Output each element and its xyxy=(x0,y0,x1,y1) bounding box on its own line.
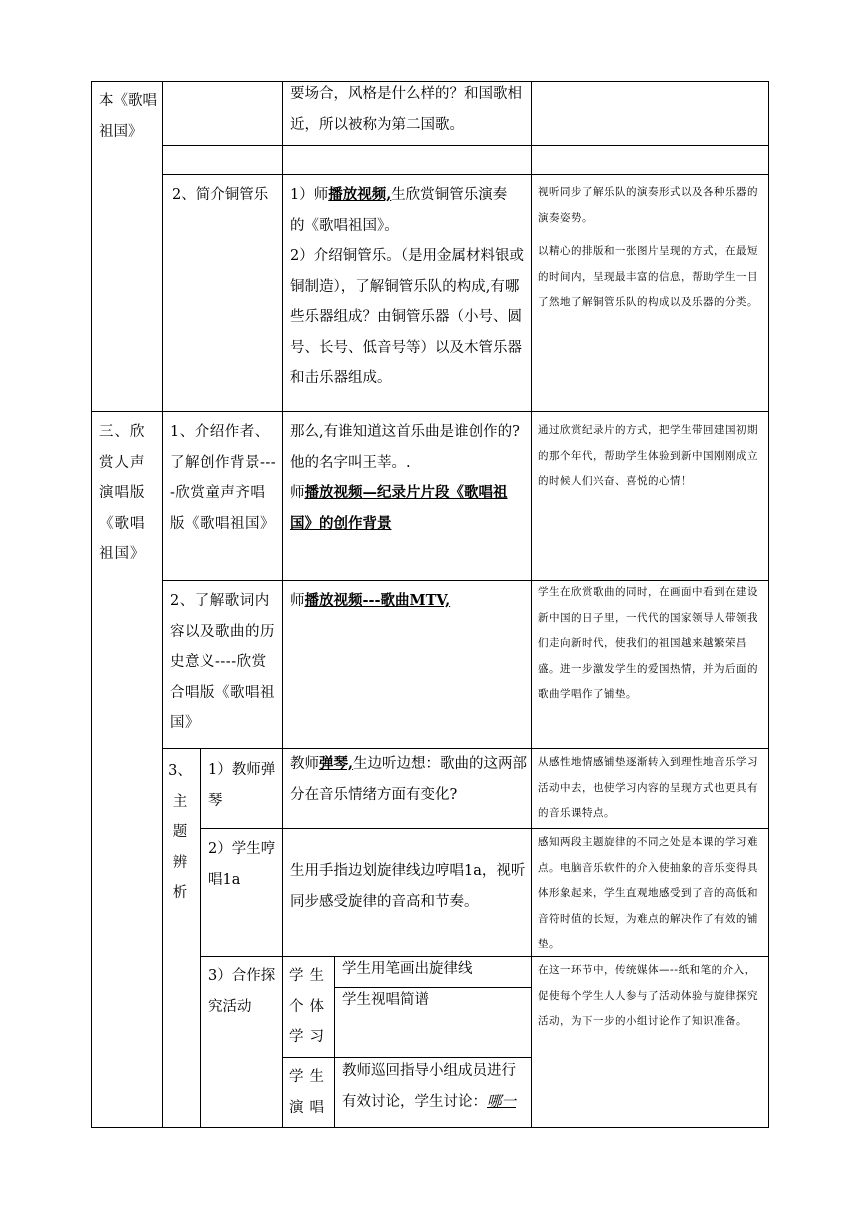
content-cell xyxy=(290,586,528,617)
text-span: 生欣赏铜管乐演奏 xyxy=(391,187,508,203)
highlight-text: 播放视频—纪录片片段《歌唱祖国》的创作背景 xyxy=(290,484,508,532)
row-line xyxy=(91,411,769,412)
col-line xyxy=(200,748,201,1128)
note-cell: 通过欣赏纪录片的方式，把学生带回建国初期的那个年代，帮助学生体验到新中国刚刚成立的时候人们兴奋、喜悦的心情！ xyxy=(538,424,758,487)
text-span: 师 xyxy=(290,485,305,501)
text-span: 师 xyxy=(290,593,305,609)
activity-cell: 学生视唱简谱 xyxy=(342,992,429,1008)
note-para: 视听同步了解乐队的演奏形式以及各种乐器的演奏姿势。 xyxy=(538,186,758,224)
col-line xyxy=(162,81,163,1128)
sub-step-cell: 1）教师弹琴 xyxy=(208,762,276,809)
content-cell xyxy=(290,417,528,539)
text-line: 那么,有谁知道这首乐曲是谁创作的?他的名字叫王莘。. xyxy=(290,424,520,471)
content-cell xyxy=(290,180,528,394)
table-border-right xyxy=(768,81,769,1128)
content-cell: 生用手指边划旋律线边哼唱1a，视听同步感受旋律的音高和节奏。 xyxy=(290,863,526,910)
note-cell: 从感性地情感铺垫逐渐转入到理性地音乐学习活动中去，也使学习内容的呈现方式也更具有的音乐课特点。 xyxy=(538,756,758,819)
section-title-cell: 本《歌唱祖国》 xyxy=(99,93,157,140)
col-line xyxy=(91,81,92,1128)
sub-step-cell: 3）合作探究活动 xyxy=(208,968,276,1015)
table-border-bottom xyxy=(91,1127,769,1128)
text-span: 1）师 xyxy=(290,187,329,203)
row-line xyxy=(200,828,769,829)
step-cell: 1、介绍作者、了解创作背景----欣赏童声齐唱版《歌唱祖国》 xyxy=(170,424,277,532)
group-label-cell: 学生个体学习 xyxy=(289,968,330,1045)
content-cell xyxy=(290,749,528,810)
highlight-text: 哪一 xyxy=(487,1093,516,1110)
theme-label-cell: 3、主题辨析 xyxy=(168,763,192,901)
activity-cell: 学生用笔画出旋律线 xyxy=(342,961,473,977)
col-line xyxy=(334,956,335,1128)
note-cell: 在这一环节中，传统媒体—--纸和笔的介入，促使每个学生人人参与了活动体验与旋律探究活动，为下一步的小组讨论作了知识准备。 xyxy=(538,964,758,1027)
col-line xyxy=(531,81,532,1128)
activity-cell xyxy=(342,1056,528,1117)
text-span: 教师 xyxy=(290,756,319,772)
note-cell xyxy=(538,180,764,316)
note-cell: 感知两段主题旋律的不同之处是本课的学习难点。电脑音乐软件的介入使抽象的音乐变得具体形象起来，学生直观地感受到了音的高低和音符时值的长短，为难点的解决作了有效的铺垫。 xyxy=(538,836,758,950)
col-line xyxy=(282,81,283,1128)
text-span: 生边听边想：歌曲的这两部分在音乐情绪方面有变化? xyxy=(290,756,528,803)
section-title-cell: 三、欣赏人声演唱版《歌唱祖国》 xyxy=(99,424,146,562)
highlight-text: 播放视频, xyxy=(328,186,392,203)
text-span: 教师巡回指导小组成员进行有效讨论，学生讨论： xyxy=(342,1063,516,1110)
highlight-text: 播放视频---歌曲MTV, xyxy=(304,592,451,609)
highlight-text: 弹琴, xyxy=(319,755,354,772)
note-para: 以精心的排版和一张图片呈现的方式，在最短的时间内，呈现最丰富的信息，帮助学生一目了然地了解铜管乐队的构成以及乐器的分类。 xyxy=(538,245,758,308)
content-cell: 要场合，风格是什么样的？和国歌相近，所以被称为第二国歌。 xyxy=(290,86,522,133)
row-line xyxy=(162,174,769,175)
step-cell: 2、简介铜管乐 xyxy=(172,187,269,203)
sub-step-cell: 2）学生哼唱1a xyxy=(208,841,276,888)
step-cell: 2、了解歌词内容以及歌曲的历史意义----欣赏合唱版《歌唱祖国》 xyxy=(170,593,275,731)
note-cell: 学生在欣赏歌曲的同时，在画面中看到在建设新中国的日子里，一代代的国家领导人带领我们走向新时代，使我们的祖国越来越繁荣昌盛。进一步激发学生的爱国热情，并为后面的歌曲学唱作了铺垫。 xyxy=(538,586,758,700)
text-line: 的《歌唱祖国》。 xyxy=(290,217,399,234)
text-line: 2）介绍铜管乐。（是用金属材料银或铜制造），了解铜管乐队的构成,有哪些乐器组成？由铜管乐器（小号、圆号、长号、低音号等）以及木管乐器和击乐器组成。 xyxy=(290,248,524,386)
group-label-cell: 学生演唱 xyxy=(289,1069,330,1116)
row-line xyxy=(162,145,769,146)
